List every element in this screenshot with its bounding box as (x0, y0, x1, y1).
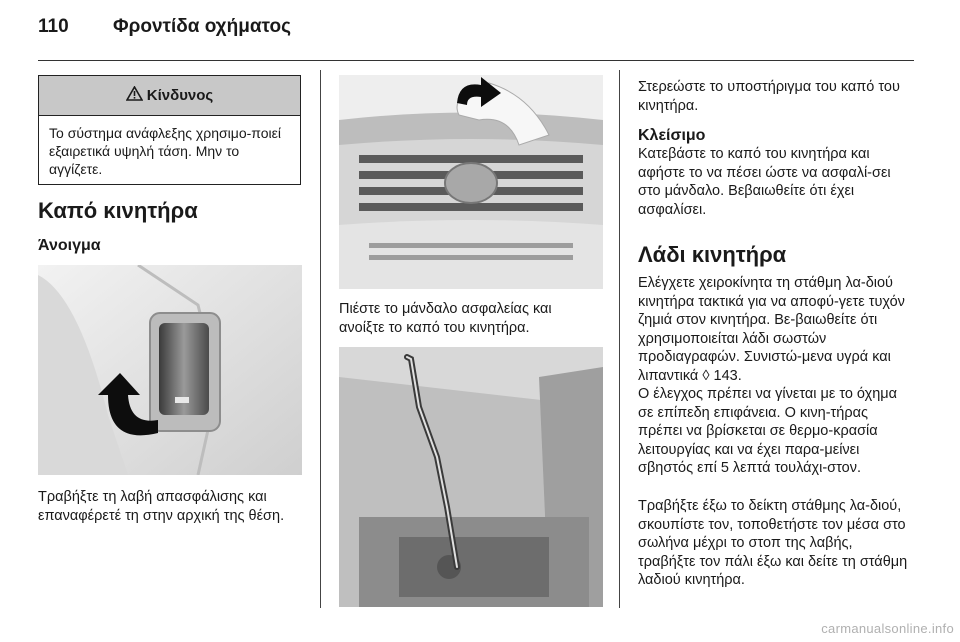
open-subheading: Άνοιγμα (38, 237, 101, 254)
caption-release-handle: Τραβήξτε τη λαβή απασφάλισης και επαναφέρετέ τη στην αρχική της θέση. (38, 489, 285, 524)
caption-latch: Πιέστε το μάνδαλο ασφαλείας και ανοίξτε το καπό του κινητήρα. (339, 301, 552, 336)
oil-para-2: Ο έλεγχος πρέπει να γίνεται με το όχημα σε επίπεδη επιφάνεια. Ο κινη-τήρας πρέπει να βρίσκεται σε θερμο-κρασία λειτουργίας και να έχει παρα-μείνει σβηστός επί 5 λεπτά τουλάχι-στον. (638, 386, 898, 477)
column-divider-left (320, 70, 321, 608)
header-rule (38, 60, 914, 61)
page-number: 110 (38, 16, 69, 37)
warning-header (39, 76, 300, 116)
text-close: Κατεβάστε το καπό του κινητήρα και αφήστε το να πέσει ώστε να ασφαλί-σει στο μάνδαλο. Βεβαιωθείτε ότι έχει ασφαλίσει. (638, 146, 891, 218)
close-subheading: Κλείσιμο (638, 127, 706, 144)
hood-latch-figure (339, 75, 603, 289)
hood-heading: Καπό κινητήρα (38, 198, 198, 223)
oil-para-1: Ελέγχετε χειροκίνητα τη στάθμη λα-διού κινητήρα τακτικά για να αποφύ-γετε τυχόν ζημιά στον κινητήρα. Βε-βαιωθείτε ότι χρησιμοποιείται λάδι σωστών προδιαγραφών. Συνιστώ-μενα υγρά και λιπαντικά ◊ 143. (638, 275, 905, 384)
warning-box (38, 75, 301, 185)
warning-triangle-icon (126, 86, 143, 105)
oil-heading: Λάδι κινητήρα (638, 242, 787, 267)
oil-para-3: Τραβήξτε έξω το δείκτη στάθμης λα-διού, σκουπίστε τον, τοποθετήστε τον μέσα στο σωλήνα μέχρι το στοπ της λαβής, τραβήξτε τον πάλι έξω και δείτε τη στάθμη λαδιού κινητήρα. (638, 498, 908, 589)
watermark: carmanualsonline.info (821, 621, 954, 636)
warning-title: Κίνδυνος (146, 87, 214, 104)
hood-release-handle-figure (38, 265, 302, 475)
column-divider-right (619, 70, 620, 608)
warning-text: Το σύστημα ανάφλεξης χρησιμο-ποιεί εξαιρετικά υψηλή τάση. Μην το αγγίζετε. (49, 125, 281, 177)
text-support: Στερεώστε το υποστήριγμα του καπό του κινητήρα. (638, 79, 900, 114)
page-title: Φροντίδα οχήματος (113, 16, 291, 37)
hood-support-figure (339, 347, 603, 607)
